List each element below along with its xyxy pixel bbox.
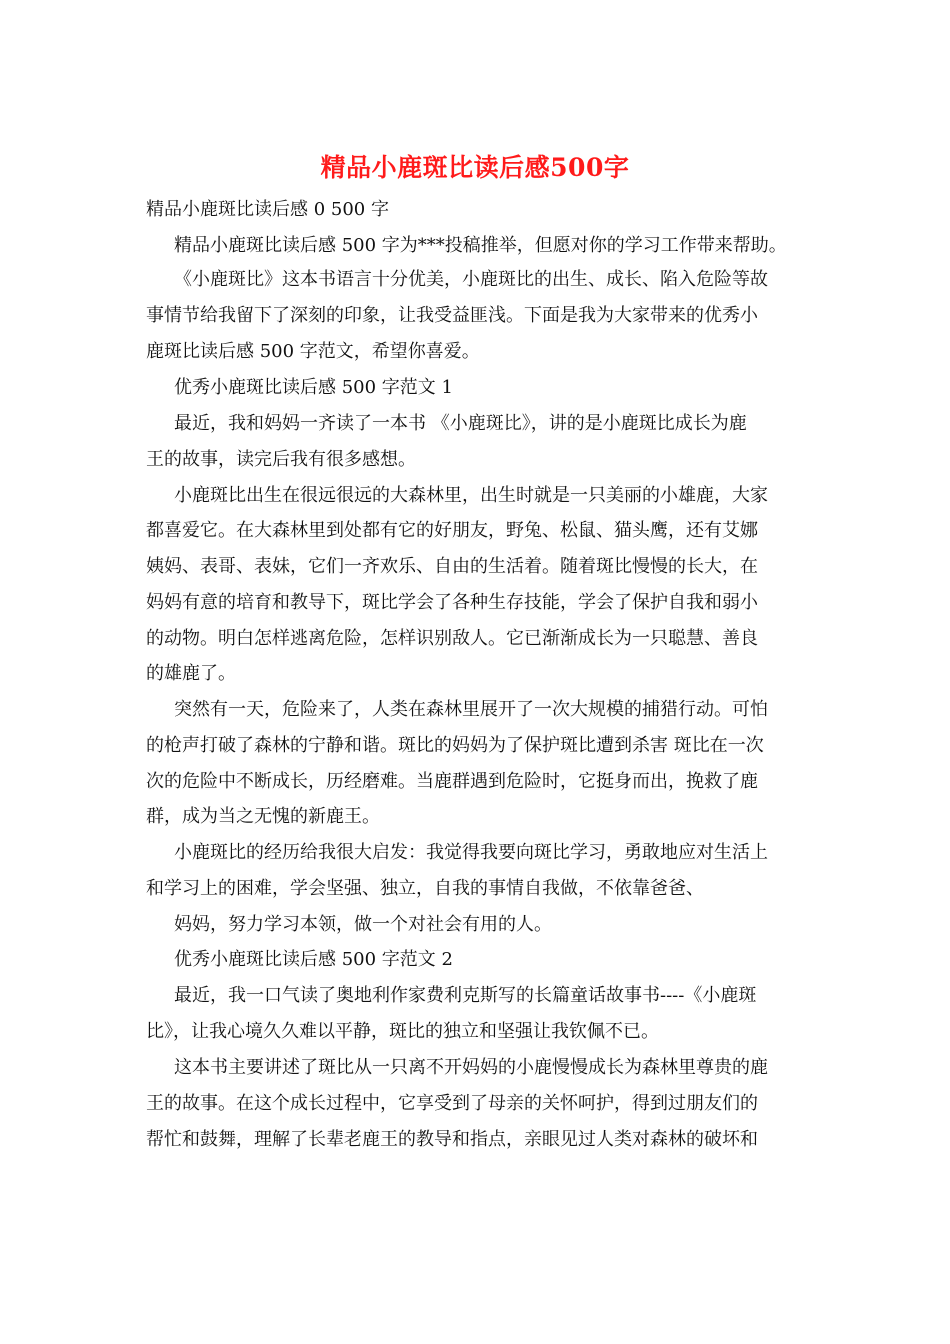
paragraph-line: 突然有一天，危险来了，人类在森林里展开了一次大规模的捕猎行动。可怕 <box>174 699 768 720</box>
paragraph-line: 鹿斑比读后感 500 字范文，希望你喜爱。 <box>146 341 480 362</box>
paragraph-line: 帮忙和鼓舞，理解了长辈老鹿王的教导和指点，亲眼见过人类对森林的破坏和 <box>146 1129 758 1150</box>
document-title: 精品小鹿斑比读后感500字 <box>320 153 630 182</box>
paragraph-line: 王的故事，读完后我有很多感想。 <box>146 449 416 470</box>
section-heading: 优秀小鹿斑比读后感 500 字范文 1 <box>174 377 453 398</box>
paragraph-line: 的动物。明白怎样逃离危险，怎样识别敌人。它已渐渐成长为一只聪慧、善良 <box>146 628 758 649</box>
paragraph-line: 和学习上的困难，学会坚强、独立，自我的事情自我做，不依靠爸爸、 <box>146 878 704 899</box>
paragraph-line: 比》，让我心境久久难以平静，斑比的独立和坚强让我钦佩不已。 <box>146 1021 659 1042</box>
paragraph-line: 姨妈、表哥、表妹，它们一齐欢乐、自由的生活着。随着斑比慢慢的长大，在 <box>146 556 758 577</box>
paragraph-line: 小鹿斑比出生在很远很远的大森林里，出生时就是一只美丽的小雄鹿，大家 <box>174 485 768 506</box>
paragraph-line: 最近，我和妈妈一齐读了一本书 《小鹿斑比》，讲的是小鹿斑比成长为鹿 <box>174 413 747 434</box>
paragraph-line: 《小鹿斑比》这本书语言十分优美，小鹿斑比的出生、成长、陷入危险等故 <box>174 269 768 290</box>
paragraph-line: 小鹿斑比的经历给我很大启发：我觉得我要向斑比学习，勇敢地应对生活上 <box>174 842 768 863</box>
paragraph-line: 精品小鹿斑比读后感 500 字为***投稿推举，但愿对你的学习工作带来帮助。 <box>174 235 787 256</box>
paragraph-line: 精品小鹿斑比读后感 0 500 字 <box>146 199 389 220</box>
paragraph-line: 妈妈有意的培育和教导下，斑比学会了各种生存技能，学会了保护自我和弱小 <box>146 592 758 613</box>
paragraph-line: 次的危险中不断成长，历经磨难。当鹿群遇到危险时，它挺身而出，挽救了鹿 <box>146 771 758 792</box>
paragraph-line: 事情节给我留下了深刻的印象，让我受益匪浅。下面是我为大家带来的优秀小 <box>146 305 758 326</box>
paragraph-line: 的枪声打破了森林的宁静和谐。斑比的妈妈为了保护斑比遭到杀害 斑比在一次 <box>146 735 764 756</box>
paragraph-line: 妈妈，努力学习本领，做一个对社会有用的人。 <box>174 914 552 935</box>
paragraph-line: 的雄鹿了。 <box>146 663 236 684</box>
paragraph-line: 群，成为当之无愧的新鹿王。 <box>146 806 380 827</box>
paragraph-line: 王的故事。在这个成长过程中，它享受到了母亲的关怀呵护，得到过朋友们的 <box>146 1093 758 1114</box>
paragraph-line: 最近，我一口气读了奥地利作家费利克斯写的长篇童话故事书----《小鹿斑 <box>174 985 757 1006</box>
paragraph-line: 这本书主要讲述了斑比从一只离不开妈妈的小鹿慢慢成长为森林里尊贵的鹿 <box>174 1057 768 1078</box>
paragraph-line: 都喜爱它。在大森林里到处都有它的好朋友，野兔、松鼠、猫头鹰，还有艾娜 <box>146 520 758 541</box>
section-heading: 优秀小鹿斑比读后感 500 字范文 2 <box>174 949 453 970</box>
